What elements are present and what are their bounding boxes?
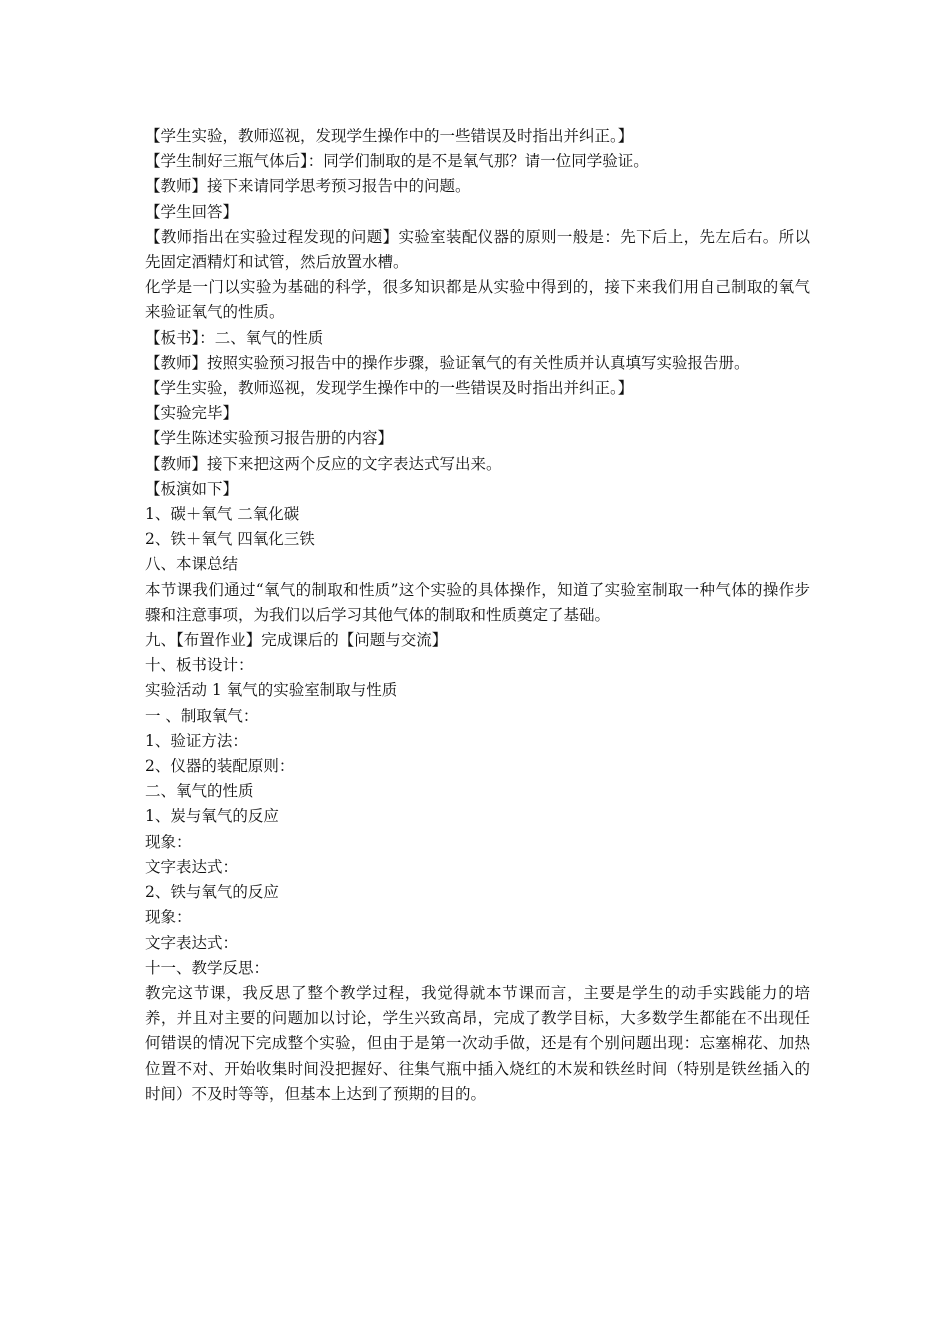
text-line: 2、仪器的装配原则：: [145, 757, 295, 776]
text-line: 【实验完毕】: [145, 404, 239, 423]
text-line: 【教师】接下来把这两个反应的文字表达式写出来。: [145, 454, 502, 473]
text-line: 现象：: [145, 832, 192, 851]
text-line: 2、铁与氧气的反应: [145, 883, 279, 902]
section-heading: 十、板书设计：: [145, 656, 254, 675]
paragraph-summary: 本节课我们通过“氧气的制取和性质”这个实验的具体操作，知道了实验室制取一种气体的操作步骤和注意事项，为我们以后学习其他气体的制取和性质奠定了基础。: [145, 580, 810, 624]
text-line: 【学生回答】: [145, 202, 239, 221]
paragraph-reflection: 教完这节课，我反思了整个教学过程，我觉得就本节课而言，主要是学生的动手实践能力的培养，并且对主要的问题加以讨论，学生兴致高昂，完成了教学目标，大多数学生都能在不出现任何错误的情况下完成整个实验，但由于是第一次动手做，还是有个别问题出现：忘塞棉花、加热位置不对、开始收集时间没把握好、往集气瓶中插入烧红的木炭和铁丝时间（特别是铁丝插入的时间）不及时等等，但基本上达到了预期的目的。: [145, 983, 810, 1103]
text-line: 1、验证方法：: [145, 731, 248, 750]
text-line: 【板书】：二、氧气的性质: [145, 328, 324, 347]
paragraph-chemistry-intro: 化学是一门以实验为基础的科学，很多知识都是从实验中得到的，接下来我们用自己制取的氧气来验证氧气的性质。: [145, 278, 810, 322]
text-line: 文字表达式：: [145, 857, 239, 876]
text-line: 【学生实验，教师巡视，发现学生操作中的一些错误及时指出并纠正。】: [145, 127, 634, 145]
text-line: 实验活动 1 氧气的实验室制取与性质: [145, 681, 398, 700]
text-line: 【板演如下】: [145, 479, 239, 498]
text-line: 【教师】按照实验预习报告中的操作步骤，验证氧气的有关性质并认真填写实验报告册。: [145, 353, 750, 372]
text-line: 二、氧气的性质: [145, 782, 254, 801]
section-heading: 九、【布置作业】完成课后的【问题与交流】: [145, 631, 448, 650]
paragraph-assembly-principle: 【教师指出在实验过程发现的问题】实验室装配仪器的原则一般是：先下后上，先左后右。所以先固定酒精灯和试管，然后放置水槽。: [145, 227, 810, 272]
text-line: 文字表达式：: [145, 933, 239, 952]
text-line: 1、炭与氧气的反应: [145, 807, 279, 826]
document-body: [145, 124, 810, 1107]
text-line: 2、铁＋氧气 四氧化三铁: [145, 530, 315, 549]
text-line: 【学生陈述实验预习报告册的内容】: [145, 429, 394, 448]
text-line: 1、碳＋氧气 二氧化碳: [145, 505, 300, 524]
text-line: 【教师】接下来请同学思考预习报告中的问题。: [145, 177, 471, 196]
text-line: 一 、制取氧气：: [145, 706, 259, 725]
text-line: 【学生制好三瓶气体后】：同学们制取的是不是氧气那？请一位同学验证。: [145, 152, 649, 171]
section-heading: 十一、教学反思：: [145, 958, 270, 977]
section-heading: 八、本课总结: [145, 555, 239, 574]
text-line: 【学生实验，教师巡视，发现学生操作中的一些错误及时指出并纠正。】: [145, 379, 634, 398]
text-line: 现象：: [145, 908, 192, 927]
